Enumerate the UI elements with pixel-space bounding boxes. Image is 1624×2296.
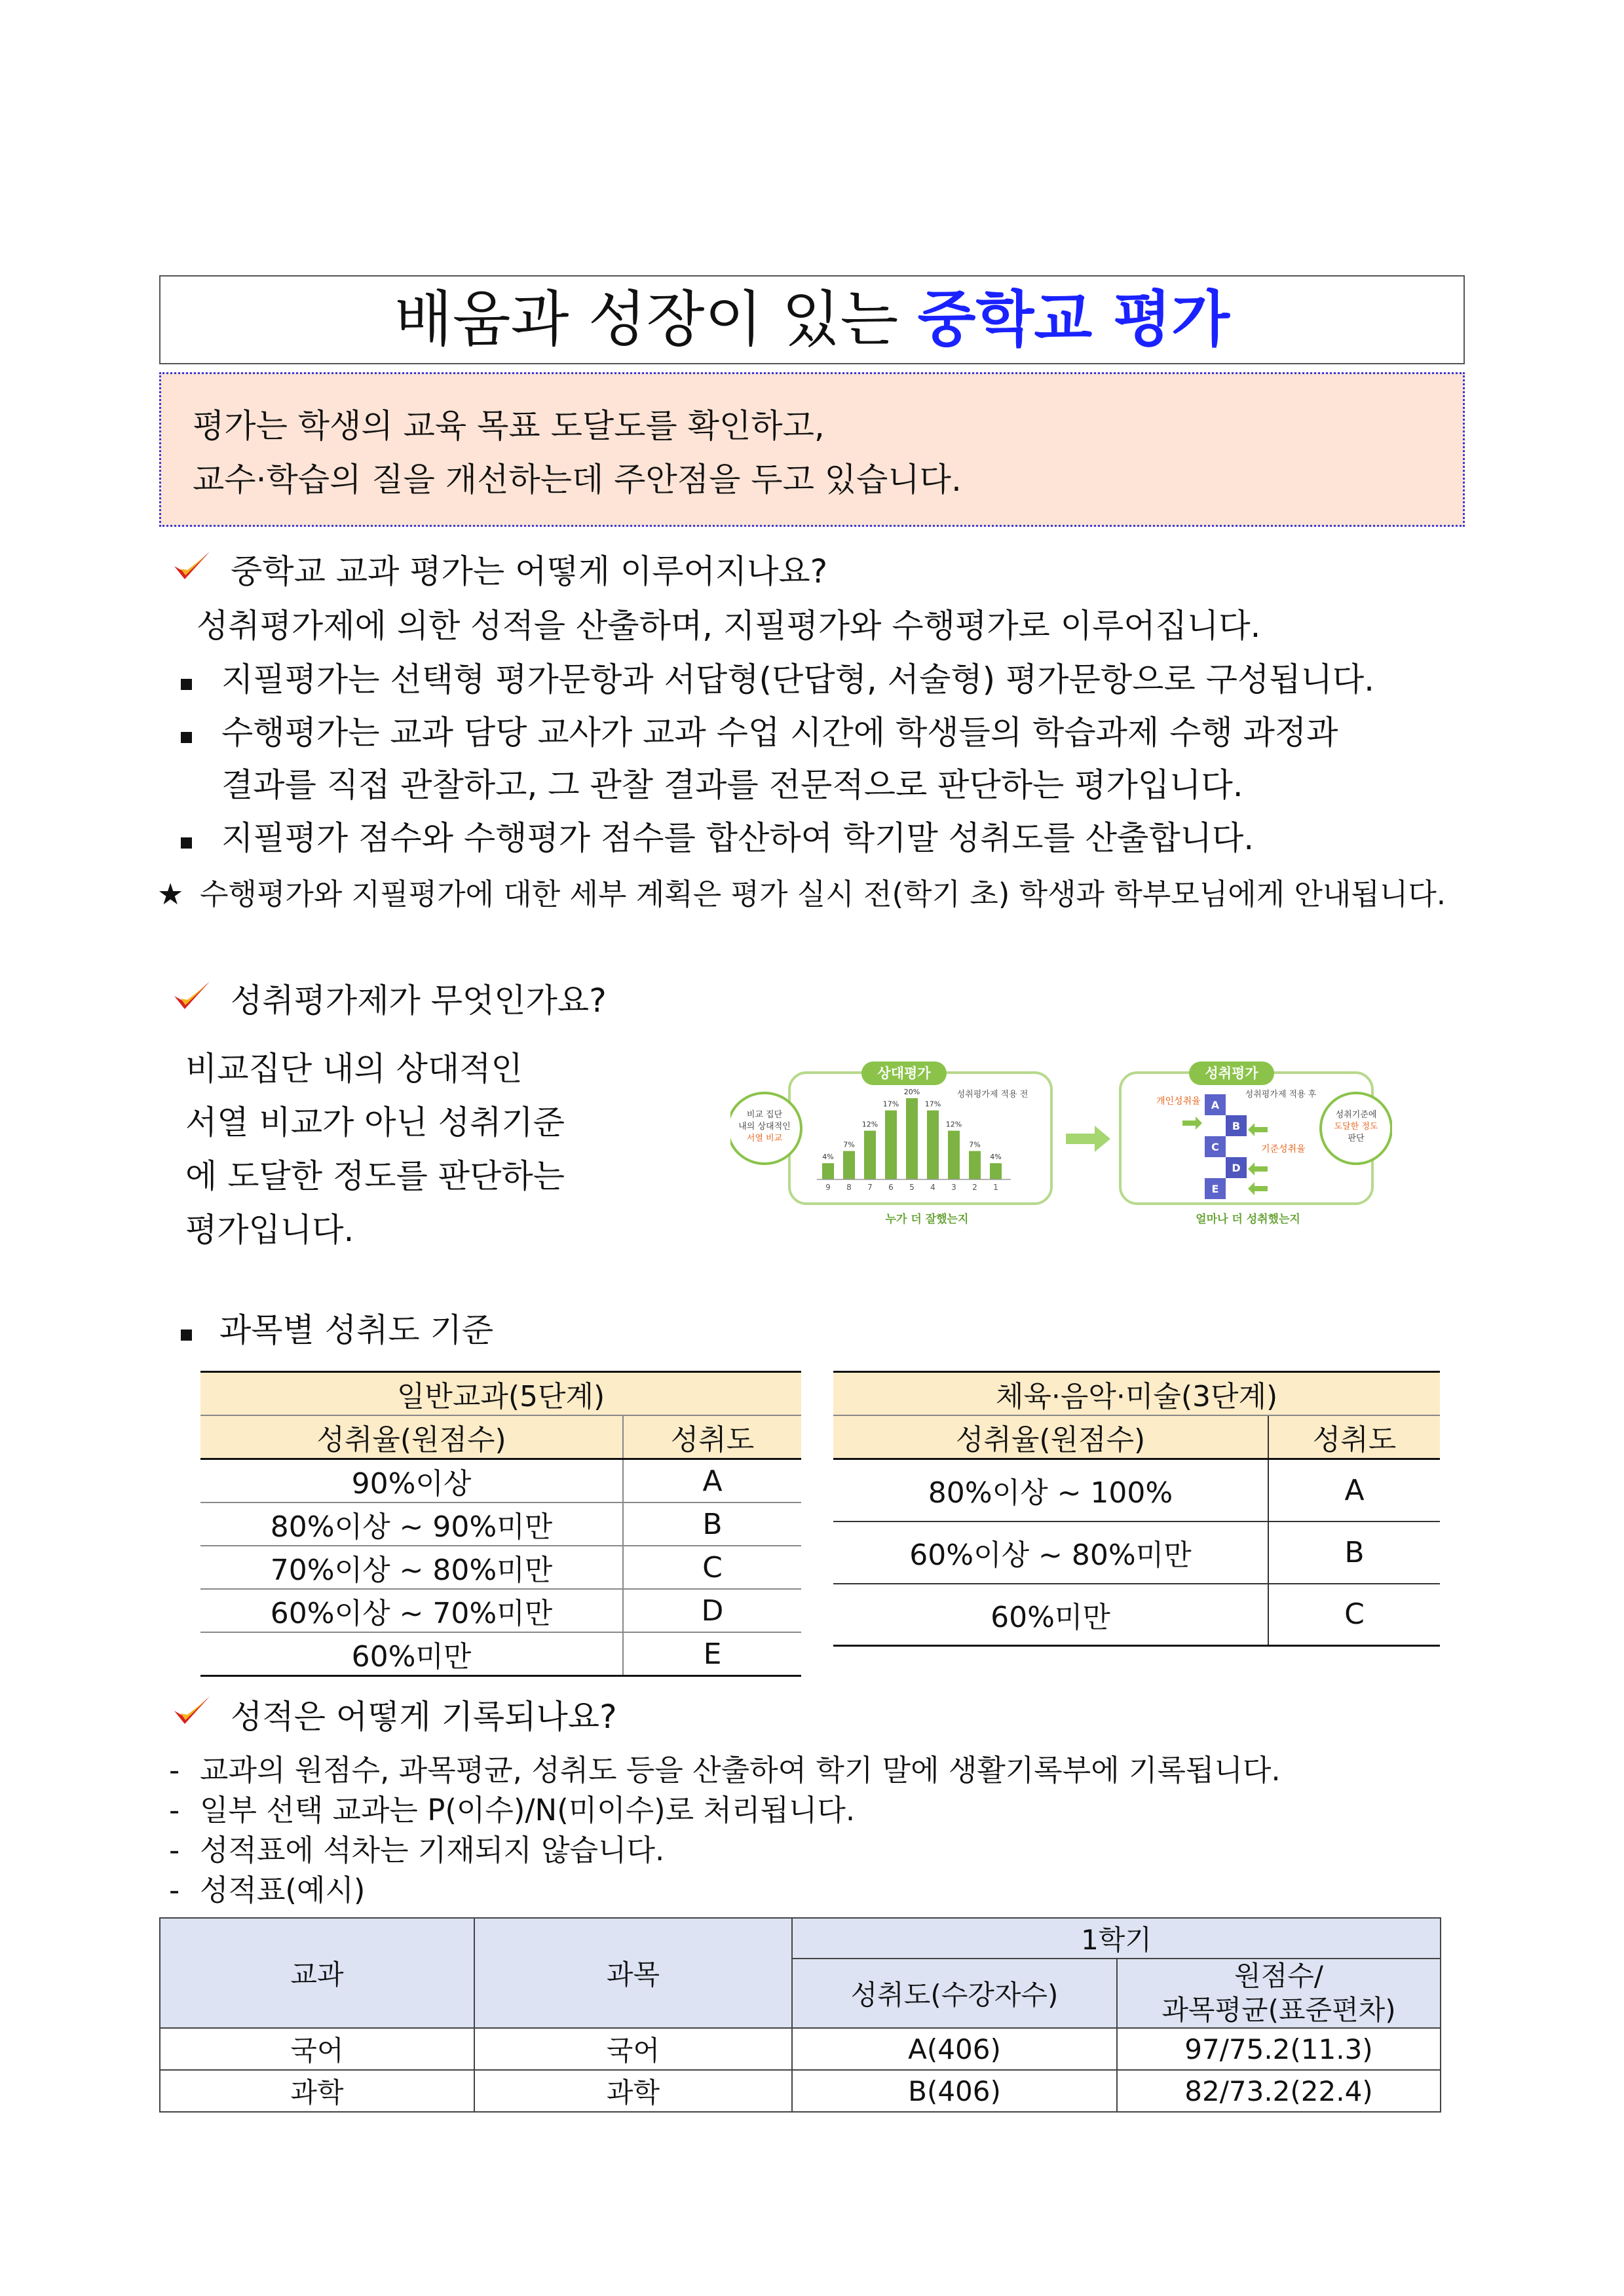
bar-rank-label-3: 3	[951, 1183, 956, 1192]
page-title	[159, 275, 1465, 364]
table-row	[160, 2028, 1441, 2070]
square-bullet-icon	[181, 679, 192, 690]
general-grade-1: A	[623, 1459, 801, 1503]
general-range-4: 60%이상 ~ 70%미만	[200, 1589, 623, 1632]
section3-item-3: 성적표에 석차는 기재되지 않습니다.	[200, 1833, 665, 1867]
report-subject-1: 국어	[474, 2028, 792, 2070]
relative-bubble-line-3: 서열 비교	[746, 1134, 783, 1143]
general-grade-4: D	[623, 1589, 801, 1632]
bar-rank-7	[864, 1131, 876, 1179]
bar-rank-2	[969, 1151, 981, 1179]
table-row	[160, 2070, 1441, 2112]
section2-heading: 성취평가제가 무엇인가요?	[231, 982, 607, 1020]
bar-rank-label-9: 9	[825, 1183, 831, 1192]
dash-bullet: -	[169, 1873, 180, 1907]
bar-rank-9	[822, 1163, 834, 1179]
checkmark-icon	[172, 1694, 212, 1728]
arts-range-3: 60%미만	[833, 1584, 1268, 1646]
bar-label-6: 17%	[882, 1100, 899, 1109]
relative-bubble-line-1: 비교 집단	[746, 1110, 783, 1120]
section3-heading: 성적은 어떻게 기록되나요?	[231, 1698, 617, 1736]
report-col-subject: 과목	[474, 1918, 792, 2028]
bar-rank-label-7: 7	[867, 1183, 873, 1192]
bar-rank-3	[948, 1131, 960, 1179]
achievement-bubble-line-1: 성취기준에	[1335, 1110, 1377, 1120]
report-score-2: 82/73.2(22.4)	[1117, 2070, 1441, 2112]
standards-heading: 과목별 성취도 기준	[219, 1311, 494, 1349]
general-range-2: 80%이상 ~ 90%미만	[200, 1502, 623, 1546]
section1-bullet-2-line-2: 결과를 직접 관찰하고, 그 관찰 결과를 전문적으로 판단하는 평가입니다.	[221, 766, 1243, 804]
general-col-grade: 성취도	[670, 1423, 755, 1457]
table-row	[200, 1632, 801, 1676]
general-range-3: 70%이상 ~ 80%미만	[200, 1546, 623, 1589]
square-bullet-icon	[181, 1330, 192, 1341]
intro-line-1: 평가는 학생의 교육 목표 도달도를 확인하고,	[193, 407, 825, 445]
arts-col-grade: 성취도	[1312, 1423, 1397, 1457]
arrow-right-icon	[1066, 1126, 1110, 1152]
bar-label-2: 7%	[969, 1140, 981, 1149]
square-bullet-icon	[181, 732, 192, 743]
grade-cube-d: D	[1232, 1162, 1241, 1174]
report-score-1: 97/75.2(11.3)	[1117, 2028, 1441, 2070]
section2-desc-line-4: 평가입니다.	[185, 1211, 354, 1249]
bar-rank-label-1: 1	[993, 1183, 998, 1192]
arts-range-2: 60%이상 ~ 80%미만	[833, 1521, 1268, 1584]
bar-rank-label-2: 2	[972, 1183, 977, 1192]
bar-label-5: 20%	[903, 1088, 920, 1096]
title-prefix: 배움과 성장이 있는	[394, 284, 899, 354]
section1-bullet-1: 지필평가는 선택형 평가문항과 서답형(단답형, 서술형) 평가문항으로 구성됩니다.	[221, 660, 1375, 698]
report-semester: 1학기	[792, 1918, 1441, 1959]
bar-rank-label-5: 5	[909, 1183, 915, 1192]
arts-col-rate: 성취율(원점수)	[833, 1415, 1268, 1459]
section2-description	[185, 1042, 565, 1257]
general-range-5: 60%미만	[200, 1632, 623, 1676]
dash-bullet: -	[169, 1833, 180, 1867]
relative-bubble-line-2: 내의 상대적인	[738, 1122, 791, 1132]
arts-grade-1: A	[1344, 1473, 1365, 1507]
grade-cube-a: A	[1211, 1099, 1220, 1111]
achievement-caption: 성취평가제 적용 후	[1245, 1090, 1317, 1100]
arts-range-1: 80%이상 ~ 100%	[833, 1459, 1268, 1521]
general-range-1: 90%이상	[200, 1459, 623, 1503]
bar-label-7: 12%	[861, 1120, 878, 1129]
bar-rank-5	[906, 1098, 918, 1179]
bar-rank-label-4: 4	[930, 1183, 935, 1192]
achievement-bubble-line-2: 도달한 정도	[1334, 1122, 1378, 1132]
table-row	[833, 1459, 1440, 1521]
intro-line-2: 교수·학습의 질을 개선하는데 주안점을 두고 있습니다.	[193, 461, 962, 499]
bar-rank-6	[885, 1111, 897, 1179]
dash-bullet: -	[169, 1793, 180, 1827]
table-row	[200, 1589, 801, 1632]
dash-bullet: -	[169, 1753, 180, 1788]
section1-bullet-2-line-1: 수행평가는 교과 담당 교사가 교과 수업 시간에 학생들의 학습과제 수행 과정과	[221, 714, 1338, 752]
general-subjects-table	[200, 1371, 801, 1677]
report-col-grade: 성취도(수강자수)	[792, 1959, 1117, 2028]
general-table-title: 일반교과(5단계)	[200, 1372, 801, 1416]
square-bullet-icon	[181, 837, 192, 849]
arts-table-title: 체육·음악·미술(3단계)	[833, 1372, 1440, 1416]
report-col-score	[1117, 1959, 1441, 2028]
checkmark-icon	[172, 549, 212, 583]
section3-item-2: 일부 선택 교과는 P(이수)/N(미이수)로 처리됩니다.	[200, 1793, 856, 1827]
relative-footer: 누가 더 잘했는지	[885, 1213, 969, 1226]
table-row	[833, 1521, 1440, 1584]
bar-label-8: 7%	[843, 1140, 855, 1149]
grade-cube-b: B	[1232, 1120, 1241, 1132]
bar-label-1: 4%	[990, 1153, 1002, 1162]
report-card-table	[159, 1917, 1441, 2113]
bar-rank-label-6: 6	[888, 1183, 894, 1192]
section3-item-1: 교과의 원점수, 과목평균, 성취도 등을 산출하여 학기 말에 생활기록부에 기록됩니다.	[200, 1753, 1281, 1788]
bar-rank-1	[990, 1163, 1002, 1179]
report-grade-2: B(406)	[792, 2070, 1117, 2112]
section1-heading: 중학교 교과 평가는 어떻게 이루어지나요?	[231, 552, 828, 590]
bar-label-3: 12%	[945, 1120, 962, 1129]
general-grade-2: B	[623, 1502, 801, 1546]
section1-bullet-3: 지필평가 점수와 수행평가 점수를 합산하여 학기말 성취도를 산출합니다.	[221, 819, 1255, 857]
report-area-1: 국어	[160, 2028, 474, 2070]
general-col-rate: 성취율(원점수)	[200, 1415, 623, 1459]
general-grade-3: C	[623, 1546, 801, 1589]
bar-label-4: 17%	[924, 1100, 941, 1109]
relative-title: 상대평가	[877, 1065, 931, 1081]
intro-box	[159, 372, 1465, 527]
report-col-score-line-2: 과목평균(표준편차)	[1161, 1994, 1396, 2026]
bar-rank-label-8: 8	[846, 1183, 852, 1192]
arts-grade-2: B	[1344, 1535, 1365, 1569]
report-grade-1: A(406)	[792, 2028, 1117, 2070]
section2-desc-line-1: 비교집단 내의 상대적인	[185, 1050, 523, 1088]
achievement-footer: 얼마나 더 성취했는지	[1196, 1213, 1300, 1226]
grade-cube-c: C	[1211, 1141, 1219, 1153]
bar-rank-8	[843, 1151, 855, 1179]
report-subject-2: 과학	[474, 2070, 792, 2112]
evaluation-comparison-figure	[730, 1055, 1392, 1232]
individual-rate-label: 개인성취율	[1156, 1096, 1201, 1107]
section1-lead: 성취평가제에 의한 성적을 산출하며, 지필평가와 수행평가로 이루어집니다.	[197, 607, 1261, 645]
achievement-bubble-line-3: 판단	[1348, 1134, 1365, 1143]
table-row	[200, 1459, 801, 1503]
standard-rate-label: 기준성취율	[1261, 1144, 1306, 1155]
section3-item-4: 성적표(예시)	[200, 1873, 366, 1907]
table-row	[833, 1584, 1440, 1646]
checkmark-icon	[172, 979, 212, 1013]
title-accent: 중학교 평가	[917, 284, 1230, 354]
table-row	[200, 1546, 801, 1589]
arts-grade-3: C	[1344, 1598, 1365, 1632]
bar-label-9: 4%	[822, 1153, 834, 1162]
arts-subjects-table	[833, 1371, 1440, 1647]
relative-caption: 성취평가제 적용 전	[956, 1090, 1029, 1100]
achievement-title: 성취평가	[1205, 1065, 1258, 1081]
report-col-score-line-1: 원점수/	[1234, 1960, 1323, 1992]
section2-desc-line-3: 에 도달한 정도를 판단하는	[185, 1157, 565, 1195]
section1-star-note: 수행평가와 지필평가에 대한 세부 계획은 평가 실시 전(학기 초) 학생과 학부모님에게 안내됩니다.	[200, 877, 1446, 911]
report-area-2: 과학	[160, 2070, 474, 2112]
star-icon: ★	[157, 877, 184, 911]
grade-cube-e: E	[1211, 1183, 1219, 1195]
table-row	[200, 1502, 801, 1546]
general-grade-5: E	[703, 1637, 722, 1671]
bar-rank-4	[927, 1111, 939, 1179]
report-col-area: 교과	[160, 1918, 474, 2028]
section2-desc-line-2: 서열 비교가 아닌 성취기준	[185, 1103, 565, 1141]
